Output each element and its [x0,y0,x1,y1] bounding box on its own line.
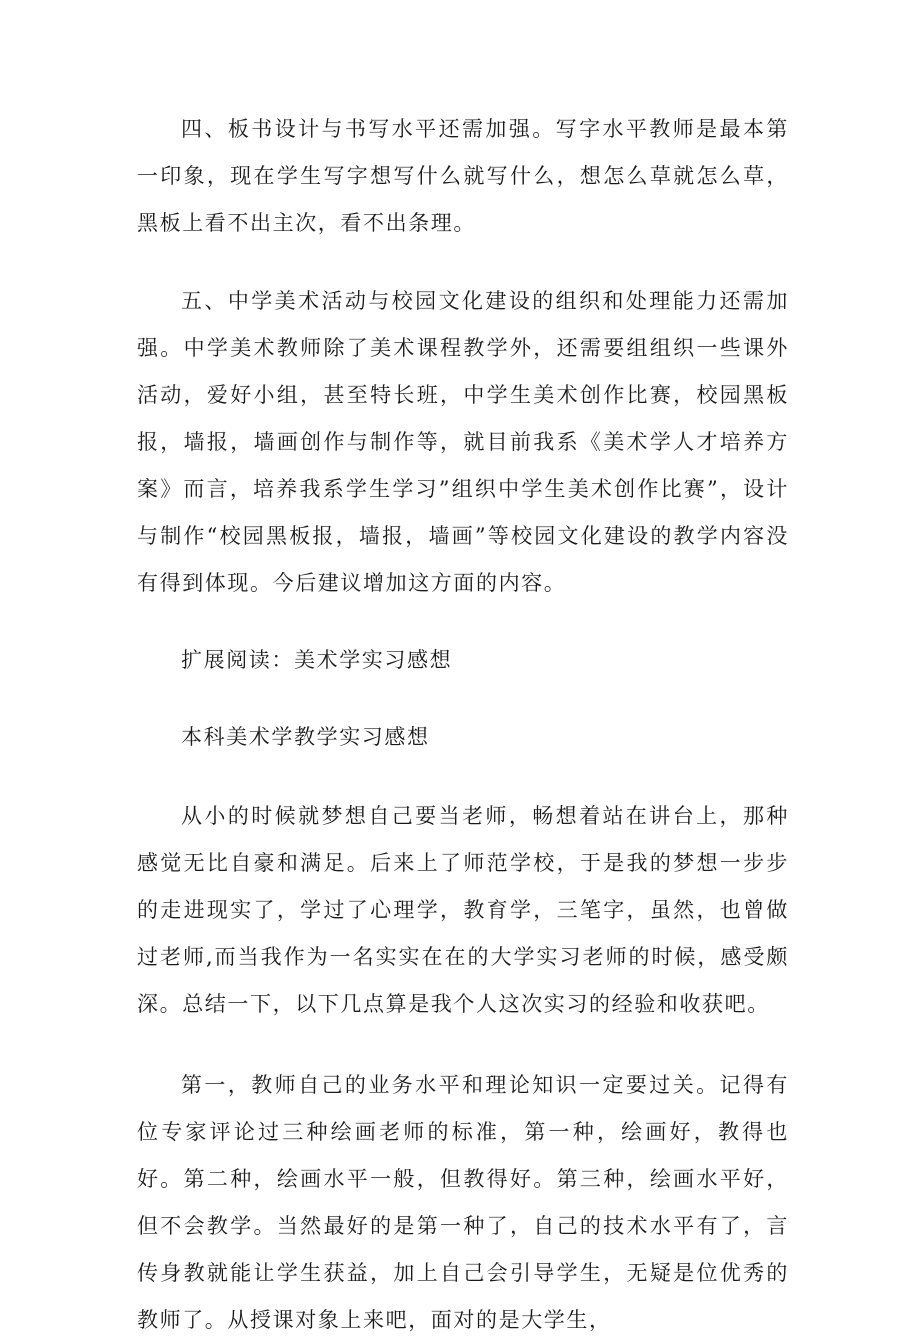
paragraph-art-activities: 五、中学美术活动与校园文化建设的组织和处理能力还需加强。中学美术教师除了美术课程教学外，还需要组组织一些课外活动，爱好小组，甚至特长班，中学生美术创作比赛，校园黑板报，墙报，墙画创作与制作等，就目前我系《美术学人才培养方案》而言，培养我系学生学习”组织中学生美术创作比赛”，设计与制作“校园黑板报，墙报，墙画”等校园文化建设的教学内容没有得到体现。今后建议增加这方面的内容。 [137,289,789,595]
paragraph-childhood-dream: 从小的时候就梦想自己要当老师，畅想着站在讲台上，那种感觉无比自豪和满足。后来上了师范学校，于是我的梦想一步步的走进现实了，学过了心理学，教育学，三笔字，虽然，也曾做过老师,而当我作为一名实实在在的大学实习老师的时候，感受颇深。总结一下，以下几点算是我个人这次实习的经验和收获吧。 [137,804,789,1016]
extended-reading-heading: 扩展阅读：美术学实习感想 [181,648,453,672]
document-body [137,106,789,1344]
paragraph-first-point: 第一，教师自己的业务水平和理论知识一定要过关。记得有位专家评论过三种绘画老师的标准，第一种，绘画好，教得也好。第二种，绘画水平一般，但教得好。第三种，绘画水平好，但不会教学。当然最好的是第一种了，自己的技术水平有了，言传身教就能让学生获益，加上自己会引导学生，无疑是位优秀的教师了。从授课对象上来吧，面对的是大学生， [137,1073,789,1332]
paragraph-blackboard-writing: 四、板书设计与书写水平还需加强。写字水平教师是最本第一印象，现在学生写字想写什么就写什么，想怎么草就怎么草，黑板上看不出主次，看不出条理。 [137,117,789,235]
section-title: 本科美术学教学实习感想 [181,725,430,749]
